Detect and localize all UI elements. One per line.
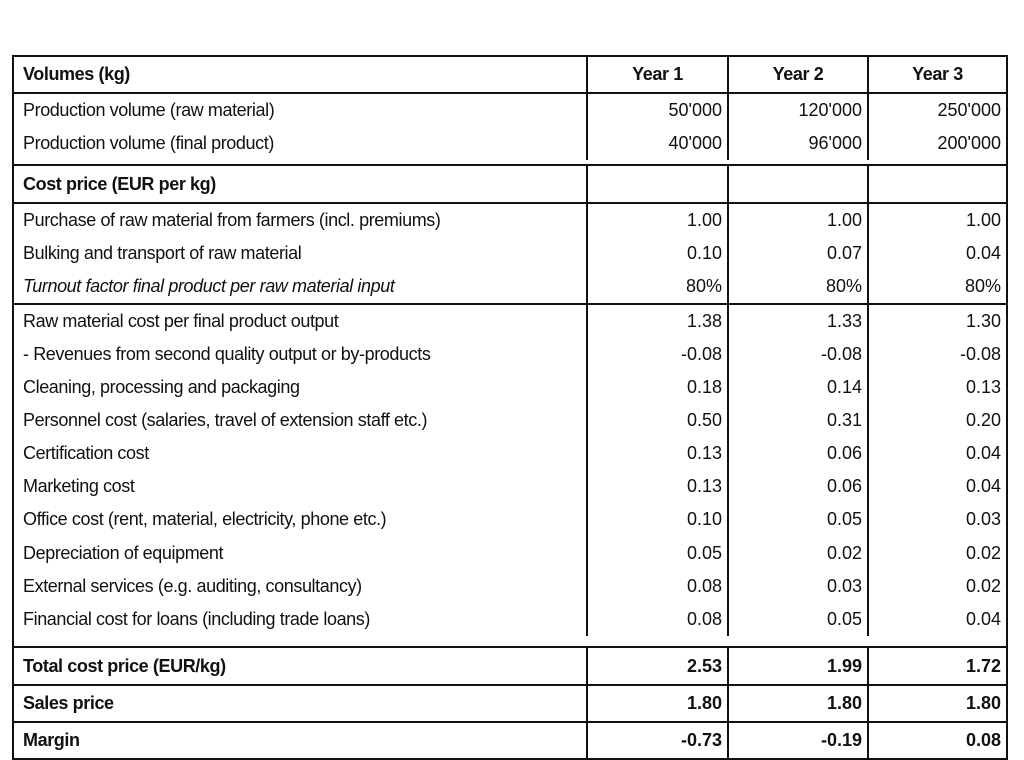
volumes-section bbox=[12, 92, 1008, 164]
cell-year-2: 0.06 bbox=[727, 437, 867, 470]
cell-year-3: 0.04 bbox=[867, 470, 1006, 503]
row-label: Total cost price (EUR/kg) bbox=[23, 655, 226, 676]
cell-year-3: 0.13 bbox=[867, 371, 1006, 404]
cell-year-2: 0.02 bbox=[727, 536, 867, 570]
cost-items-section bbox=[12, 303, 1008, 646]
cell-year-3: 0.02 bbox=[867, 570, 1006, 603]
raw-inputs-section bbox=[12, 202, 1008, 303]
cell-year-3: 80% bbox=[867, 270, 1006, 303]
row-label: Cleaning, processing and packaging bbox=[23, 377, 300, 397]
cell-year-1: 0.13 bbox=[586, 470, 727, 503]
row-label: Financial cost for loans (including trade loans) bbox=[23, 609, 370, 629]
cell-year-3: -0.08 bbox=[867, 338, 1006, 371]
cell-year-2: -0.08 bbox=[727, 338, 867, 371]
header-label: Volumes (kg) bbox=[23, 64, 130, 84]
cell-year-2: 80% bbox=[727, 270, 867, 303]
cell-year-1: 0.50 bbox=[586, 404, 727, 437]
cell-year-1: 1.00 bbox=[586, 204, 727, 237]
margin-row bbox=[14, 723, 1006, 758]
cost-price-header-section bbox=[12, 164, 1008, 202]
total-cost-section bbox=[12, 646, 1008, 684]
row-label: Depreciation of equipment bbox=[23, 542, 224, 563]
table-row bbox=[14, 237, 1006, 270]
cell-year-1: 0.10 bbox=[586, 503, 727, 536]
table-row bbox=[14, 338, 1006, 371]
cell-year-1: 2.53 bbox=[586, 648, 727, 684]
cell-year-2: 0.07 bbox=[727, 237, 867, 270]
sales-price-section bbox=[12, 684, 1008, 721]
table-row bbox=[14, 94, 1006, 127]
cell-year-2: 0.06 bbox=[727, 470, 867, 503]
cell-year-2: 0.05 bbox=[727, 503, 867, 536]
cell-year-2: 0.14 bbox=[727, 371, 867, 404]
table-row bbox=[14, 371, 1006, 404]
cell-year-2: 0.03 bbox=[727, 570, 867, 603]
cell-year-3: 0.02 bbox=[867, 536, 1006, 570]
table-header-row bbox=[14, 57, 1006, 92]
row-label: Sales price bbox=[23, 693, 114, 713]
cell-year-1: 0.08 bbox=[586, 570, 727, 603]
header-year-1: Year 1 bbox=[586, 57, 727, 92]
cell-year-2: 1.33 bbox=[727, 305, 867, 338]
cell-year-3: 1.80 bbox=[867, 686, 1006, 721]
cell-year-2: 0.31 bbox=[727, 404, 867, 437]
cell-year-3: 0.20 bbox=[867, 404, 1006, 437]
cell-year-1: 0.08 bbox=[586, 603, 727, 636]
cell-year-1 bbox=[586, 166, 727, 202]
row-label: Bulking and transport of raw material bbox=[23, 243, 302, 263]
table-row bbox=[14, 603, 1006, 636]
cell-year-2 bbox=[727, 166, 867, 202]
table-row bbox=[14, 437, 1006, 470]
table-row bbox=[14, 404, 1006, 437]
cell-year-1: 1.80 bbox=[586, 686, 727, 721]
row-label: Raw material cost per final product output bbox=[23, 311, 339, 331]
row-label: External services (e.g. auditing, consultancy) bbox=[23, 576, 362, 596]
cell-year-2: 120'000 bbox=[727, 94, 867, 127]
row-label: Office cost (rent, material, electricity, phone etc.) bbox=[23, 509, 387, 529]
header-year-2: Year 2 bbox=[727, 57, 867, 92]
cell-year-3: 0.04 bbox=[867, 603, 1006, 636]
cell-year-1: -0.08 bbox=[586, 338, 727, 371]
cell-year-2: 1.00 bbox=[727, 204, 867, 237]
row-label: - Revenues from second quality output or by-products bbox=[23, 344, 431, 364]
table-row bbox=[14, 536, 1006, 570]
cell-year-1: -0.73 bbox=[586, 723, 727, 758]
table-row bbox=[14, 127, 1006, 160]
cell-year-1: 80% bbox=[586, 270, 727, 303]
cell-year-2: 1.99 bbox=[727, 648, 867, 684]
cell-year-3: 250'000 bbox=[867, 94, 1006, 127]
cell-year-3: 0.04 bbox=[867, 437, 1006, 470]
header-year-3: Year 3 bbox=[867, 57, 1006, 92]
cell-year-3: 0.04 bbox=[867, 237, 1006, 270]
section-title: Cost price (EUR per kg) bbox=[23, 173, 216, 194]
cell-year-3: 0.08 bbox=[867, 723, 1006, 758]
cell-year-3: 0.03 bbox=[867, 503, 1006, 536]
row-label: Certification cost bbox=[23, 443, 149, 463]
cell-year-2: 1.80 bbox=[727, 686, 867, 721]
cell-year-1: 1.38 bbox=[586, 305, 727, 338]
sales-price-row bbox=[14, 686, 1006, 721]
table-row bbox=[14, 204, 1006, 237]
table-row bbox=[14, 305, 1006, 338]
cell-year-1: 40'000 bbox=[586, 127, 727, 160]
cell-year-1: 0.10 bbox=[586, 237, 727, 270]
table-row bbox=[14, 570, 1006, 603]
cell-year-1: 50'000 bbox=[586, 94, 727, 127]
cell-year-1: 0.05 bbox=[586, 536, 727, 570]
margin-section bbox=[12, 721, 1008, 760]
table-row bbox=[14, 503, 1006, 536]
cell-year-3: 1.00 bbox=[867, 204, 1006, 237]
cell-year-2: -0.19 bbox=[727, 723, 867, 758]
row-label: Purchase of raw material from farmers (incl. premiums) bbox=[23, 210, 441, 230]
cost-price-header-row bbox=[14, 166, 1006, 202]
cost-price-table bbox=[12, 55, 1008, 760]
cell-year-3 bbox=[867, 166, 1006, 202]
cell-year-1: 0.18 bbox=[586, 371, 727, 404]
cell-year-3: 1.72 bbox=[867, 648, 1006, 684]
row-label: Turnout factor final product per raw material input bbox=[23, 276, 395, 296]
cell-year-2: 96'000 bbox=[727, 127, 867, 160]
cell-year-3: 200'000 bbox=[867, 127, 1006, 160]
row-label: Production volume (final product) bbox=[23, 133, 274, 153]
row-label: Production volume (raw material) bbox=[23, 100, 275, 120]
table-header-section bbox=[12, 55, 1008, 92]
row-label: Marketing cost bbox=[23, 476, 135, 496]
cell-year-3: 1.30 bbox=[867, 305, 1006, 338]
table-row bbox=[14, 470, 1006, 503]
table-row bbox=[14, 270, 1006, 303]
total-cost-row bbox=[14, 648, 1006, 684]
cell-year-1: 0.13 bbox=[586, 437, 727, 470]
row-label: Personnel cost (salaries, travel of extension staff etc.) bbox=[23, 410, 428, 430]
row-label: Margin bbox=[23, 730, 80, 750]
cell-year-2: 0.05 bbox=[727, 603, 867, 636]
